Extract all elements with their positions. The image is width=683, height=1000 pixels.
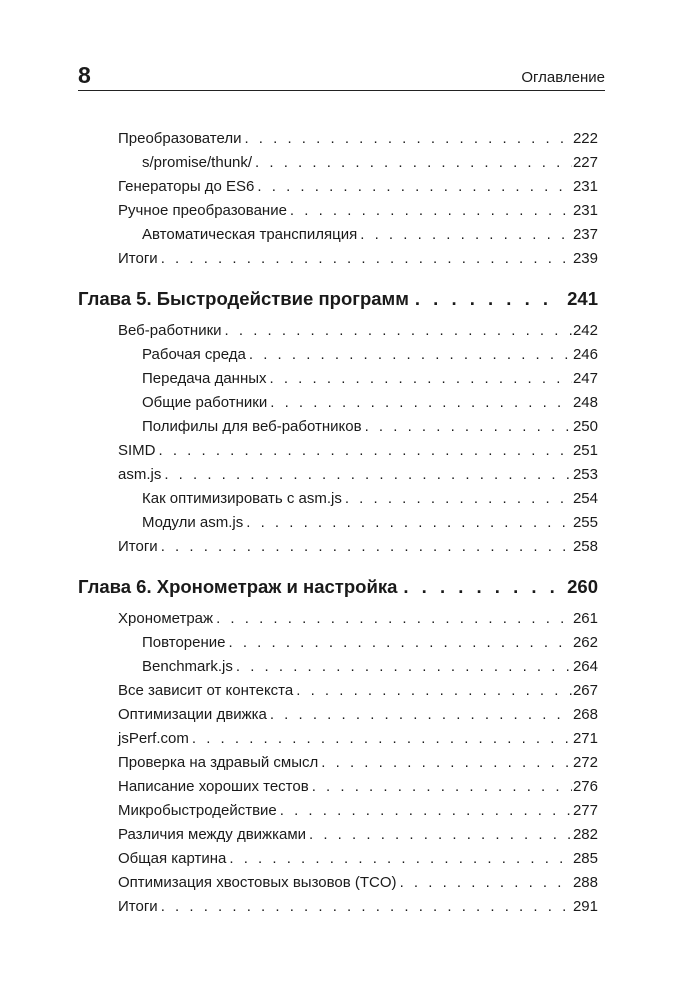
toc-entry bbox=[78, 178, 598, 202]
toc-dot-leader bbox=[161, 898, 572, 915]
toc-entry-page: 237 bbox=[572, 226, 598, 243]
running-title: Оглавление bbox=[521, 69, 605, 86]
toc-entry-title: Веб-работники bbox=[118, 322, 222, 339]
toc-dot-leader bbox=[225, 322, 572, 339]
toc-entry bbox=[78, 826, 598, 850]
toc-entry-page: 276 bbox=[572, 778, 598, 795]
toc-entry-title: Проверка на здравый смысл bbox=[118, 754, 319, 771]
toc-entry-title: Повторение bbox=[142, 634, 226, 651]
table-of-contents bbox=[78, 130, 598, 922]
toc-entry-page: 254 bbox=[572, 490, 598, 507]
toc-entry-page: 246 bbox=[572, 346, 598, 363]
toc-entry bbox=[78, 442, 598, 466]
toc-entry bbox=[78, 346, 598, 370]
toc-entry bbox=[78, 394, 598, 418]
toc-entry-title: Полифилы для веб-работников bbox=[142, 418, 362, 435]
toc-entry-page: 255 bbox=[572, 514, 598, 531]
toc-dot-leader bbox=[296, 682, 572, 699]
toc-entry bbox=[78, 130, 598, 154]
toc-entry bbox=[78, 466, 598, 490]
toc-entry-page: 253 bbox=[572, 466, 598, 483]
toc-entry-page: 242 bbox=[572, 322, 598, 339]
toc-entry bbox=[78, 610, 598, 634]
toc-entry-page: 277 bbox=[572, 802, 598, 819]
toc-entry-page: 251 bbox=[572, 442, 598, 459]
toc-entry-title: Все зависит от контекста bbox=[118, 682, 294, 699]
toc-dot-leader bbox=[164, 466, 572, 483]
toc-entry-page: 261 bbox=[572, 610, 598, 627]
toc-entry-page: 222 bbox=[572, 130, 598, 147]
toc-entry bbox=[78, 754, 598, 778]
toc-dot-leader bbox=[161, 250, 572, 267]
toc-dot-leader bbox=[229, 850, 572, 867]
toc-entry-title: Benchmark.js bbox=[142, 658, 233, 675]
toc-entry-title: asm.js bbox=[118, 466, 162, 483]
toc-dot-leader bbox=[321, 754, 572, 771]
toc-entry-page: 231 bbox=[572, 178, 598, 195]
toc-entry-title: Общая картина bbox=[118, 850, 227, 867]
toc-dot-leader bbox=[280, 802, 572, 819]
toc-entry-page: 239 bbox=[572, 250, 598, 267]
toc-entry bbox=[78, 706, 598, 730]
toc-dot-leader bbox=[270, 394, 572, 411]
toc-dot-leader bbox=[244, 130, 572, 147]
toc-entry-title: Итоги bbox=[118, 898, 158, 915]
toc-entry bbox=[78, 850, 598, 874]
toc-entry-title: Микробыстродействие bbox=[118, 802, 277, 819]
toc-entry bbox=[78, 250, 598, 274]
toc-entry-title: Модули asm.js bbox=[142, 514, 244, 531]
toc-entry-title: SIMD bbox=[118, 442, 156, 459]
toc-entry bbox=[78, 490, 598, 514]
toc-entry-title: Итоги bbox=[118, 250, 158, 267]
toc-entry-title: Глава 6. Хронометраж и настройка bbox=[78, 576, 398, 597]
toc-dot-leader bbox=[216, 610, 572, 627]
toc-entry bbox=[78, 538, 598, 562]
toc-dot-leader bbox=[270, 706, 572, 723]
toc-dot-leader bbox=[159, 442, 572, 459]
toc-dot-leader bbox=[236, 658, 572, 675]
toc-entry-title: Хронометраж bbox=[118, 610, 214, 627]
toc-entry-title: Оптимизация хвостовых вызовов (TCO) bbox=[118, 874, 397, 891]
toc-entry-title: s/promise/thunk/ bbox=[142, 154, 253, 171]
toc-entry-page: 260 bbox=[567, 576, 598, 597]
toc-entry-page: 268 bbox=[572, 706, 598, 723]
toc-chapter-entry bbox=[78, 288, 598, 312]
toc-entry-page: 241 bbox=[567, 288, 598, 309]
toc-dot-leader bbox=[312, 778, 572, 795]
toc-dot-leader bbox=[257, 178, 572, 195]
toc-entry-title: Передача данных bbox=[142, 370, 267, 387]
toc-entry-title: Преобразователи bbox=[118, 130, 242, 147]
toc-dot-leader bbox=[415, 288, 561, 310]
toc-dot-leader bbox=[365, 418, 572, 435]
toc-entry-title: Ручное преобразование bbox=[118, 202, 287, 219]
toc-dot-leader bbox=[309, 826, 572, 843]
toc-entry-page: 267 bbox=[572, 682, 598, 699]
toc-entry bbox=[78, 802, 598, 826]
toc-entry-page: 285 bbox=[572, 850, 598, 867]
toc-dot-leader bbox=[400, 874, 572, 891]
toc-entry bbox=[78, 778, 598, 802]
toc-entry bbox=[78, 874, 598, 898]
toc-dot-leader bbox=[229, 634, 572, 651]
toc-entry bbox=[78, 202, 598, 226]
toc-dot-leader bbox=[255, 154, 572, 171]
toc-entry-page: 248 bbox=[572, 394, 598, 411]
toc-entry-title: Глава 5. Быстродействие программ bbox=[78, 288, 409, 309]
toc-entry bbox=[78, 898, 598, 922]
toc-entry-page: 288 bbox=[572, 874, 598, 891]
toc-entry-page: 272 bbox=[572, 754, 598, 771]
toc-entry-page: 231 bbox=[572, 202, 598, 219]
toc-chapter-entry bbox=[78, 576, 598, 600]
toc-dot-leader bbox=[345, 490, 572, 507]
toc-entry-page: 258 bbox=[572, 538, 598, 555]
toc-entry-title: Общие работники bbox=[142, 394, 268, 411]
toc-dot-leader bbox=[270, 370, 572, 387]
page-header bbox=[78, 60, 605, 91]
toc-entry-page: 250 bbox=[572, 418, 598, 435]
toc-dot-leader bbox=[192, 730, 572, 747]
toc-dot-leader bbox=[403, 576, 561, 598]
toc-entry bbox=[78, 658, 598, 682]
toc-entry bbox=[78, 226, 598, 250]
toc-entry-title: jsPerf.com bbox=[118, 730, 189, 747]
toc-entry-title: Рабочая среда bbox=[142, 346, 246, 363]
toc-entry bbox=[78, 634, 598, 658]
toc-entry bbox=[78, 370, 598, 394]
toc-dot-leader bbox=[161, 538, 572, 555]
toc-entry-title: Написание хороших тестов bbox=[118, 778, 309, 795]
toc-entry-title: Оптимизации движка bbox=[118, 706, 267, 723]
toc-entry-page: 271 bbox=[572, 730, 598, 747]
toc-entry-title: Итоги bbox=[118, 538, 158, 555]
toc-entry-page: 264 bbox=[572, 658, 598, 675]
toc-dot-leader bbox=[360, 226, 572, 243]
toc-dot-leader bbox=[290, 202, 572, 219]
toc-entry bbox=[78, 154, 598, 178]
toc-entry bbox=[78, 514, 598, 538]
toc-entry-title: Генераторы до ES6 bbox=[118, 178, 255, 195]
toc-entry-page: 227 bbox=[572, 154, 598, 171]
toc-entry bbox=[78, 682, 598, 706]
toc-entry bbox=[78, 730, 598, 754]
toc-dot-leader bbox=[246, 514, 572, 531]
toc-entry-page: 247 bbox=[572, 370, 598, 387]
toc-entry-title: Различия между движками bbox=[118, 826, 307, 843]
toc-entry bbox=[78, 322, 598, 346]
toc-entry bbox=[78, 418, 598, 442]
toc-entry-title: Автоматическая транспиляция bbox=[142, 226, 358, 243]
toc-entry-title: Как оптимизировать с asm.js bbox=[142, 490, 342, 507]
page-number: 8 bbox=[78, 62, 91, 88]
toc-entry-page: 282 bbox=[572, 826, 598, 843]
toc-entry-page: 291 bbox=[572, 898, 598, 915]
toc-dot-leader bbox=[249, 346, 572, 363]
toc-entry-page: 262 bbox=[572, 634, 598, 651]
